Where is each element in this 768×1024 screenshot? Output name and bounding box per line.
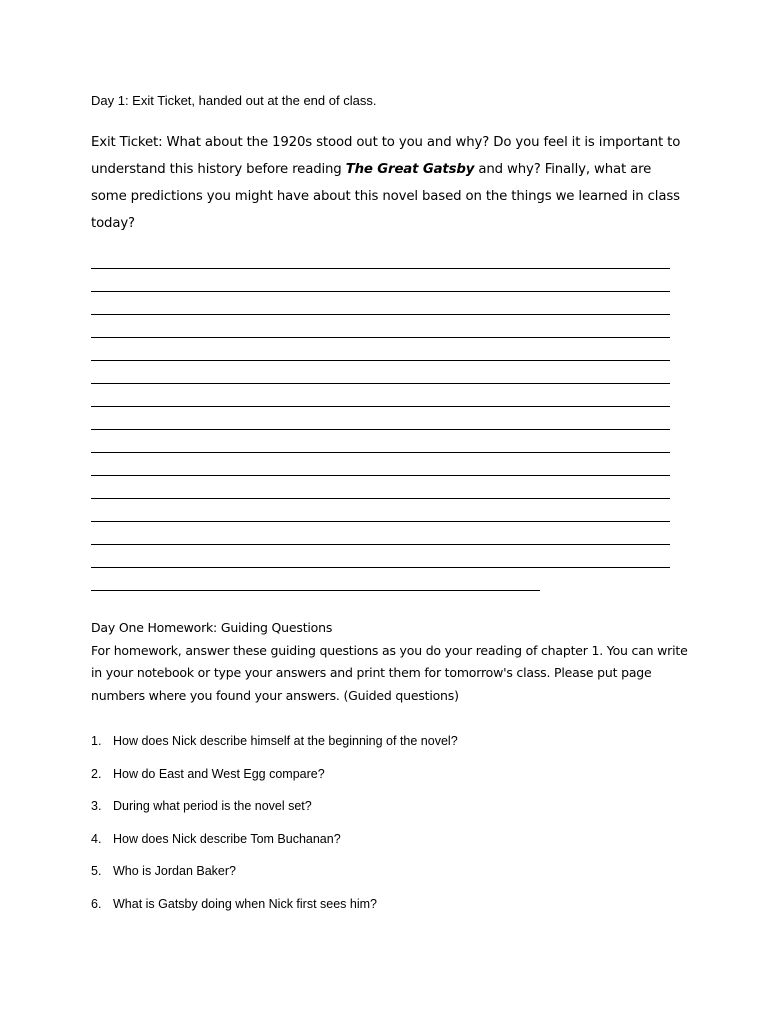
answer-line xyxy=(91,544,670,545)
exit-ticket-prompt xyxy=(91,129,681,237)
question-number: 6. xyxy=(91,896,102,911)
question-number: 5. xyxy=(91,864,102,878)
answer-line xyxy=(91,452,670,453)
question-number: 4. xyxy=(91,831,102,846)
question-number: 2. xyxy=(91,766,102,781)
answer-line xyxy=(91,498,670,499)
exit-prompt-text-start: Exit Ticket: What about the 1920s stood out to you and why? Do you feel it is important to understand this history before reading xyxy=(91,135,681,177)
homework-heading: Day One Homework: Guiding Questions xyxy=(91,620,333,635)
book-title: The Great Gatsby xyxy=(345,162,475,177)
question-text: Who is Jordan Baker? xyxy=(113,864,236,878)
answer-line xyxy=(91,406,670,407)
question-text: How does Nick describe himself at the beginning of the novel? xyxy=(113,734,458,748)
homework-section xyxy=(91,617,691,707)
answer-line xyxy=(91,337,670,338)
question-item xyxy=(91,862,458,895)
question-text: How does Nick describe Tom Buchanan? xyxy=(113,831,341,846)
question-item xyxy=(91,830,458,863)
exit-prompt-text-end: and why? Finally, what are some predictions you might have about this novel based on the things we learned in class today? xyxy=(91,162,680,231)
answer-line xyxy=(91,383,670,384)
answer-line xyxy=(91,268,670,269)
answer-line xyxy=(91,475,670,476)
answer-line xyxy=(91,429,670,430)
answer-lines xyxy=(91,268,670,613)
question-item xyxy=(91,895,458,928)
question-text: What is Gatsby doing when Nick first sees him? xyxy=(113,896,377,911)
question-item xyxy=(91,797,458,830)
question-item xyxy=(91,765,458,798)
answer-line xyxy=(91,567,670,568)
question-text: How do East and West Egg compare? xyxy=(113,766,325,781)
answer-line xyxy=(91,291,670,292)
question-item xyxy=(91,732,458,765)
question-number: 1. xyxy=(91,734,102,748)
question-number: 3. xyxy=(91,799,102,813)
day-heading: Day 1: Exit Ticket, handed out at the end of class. xyxy=(91,93,377,108)
answer-line-last xyxy=(91,590,540,591)
answer-line xyxy=(91,314,670,315)
answer-line xyxy=(91,360,670,361)
question-text: During what period is the novel set? xyxy=(113,799,312,813)
guiding-questions-list xyxy=(91,732,458,927)
answer-line xyxy=(91,521,670,522)
homework-instructions: For homework, answer these guiding questions as you do your reading of chapter 1. You can write in your notebook or type your answers and print them for tomorrow's class. Please put page numbers where you found your answers. (Guided questions) xyxy=(91,642,688,703)
